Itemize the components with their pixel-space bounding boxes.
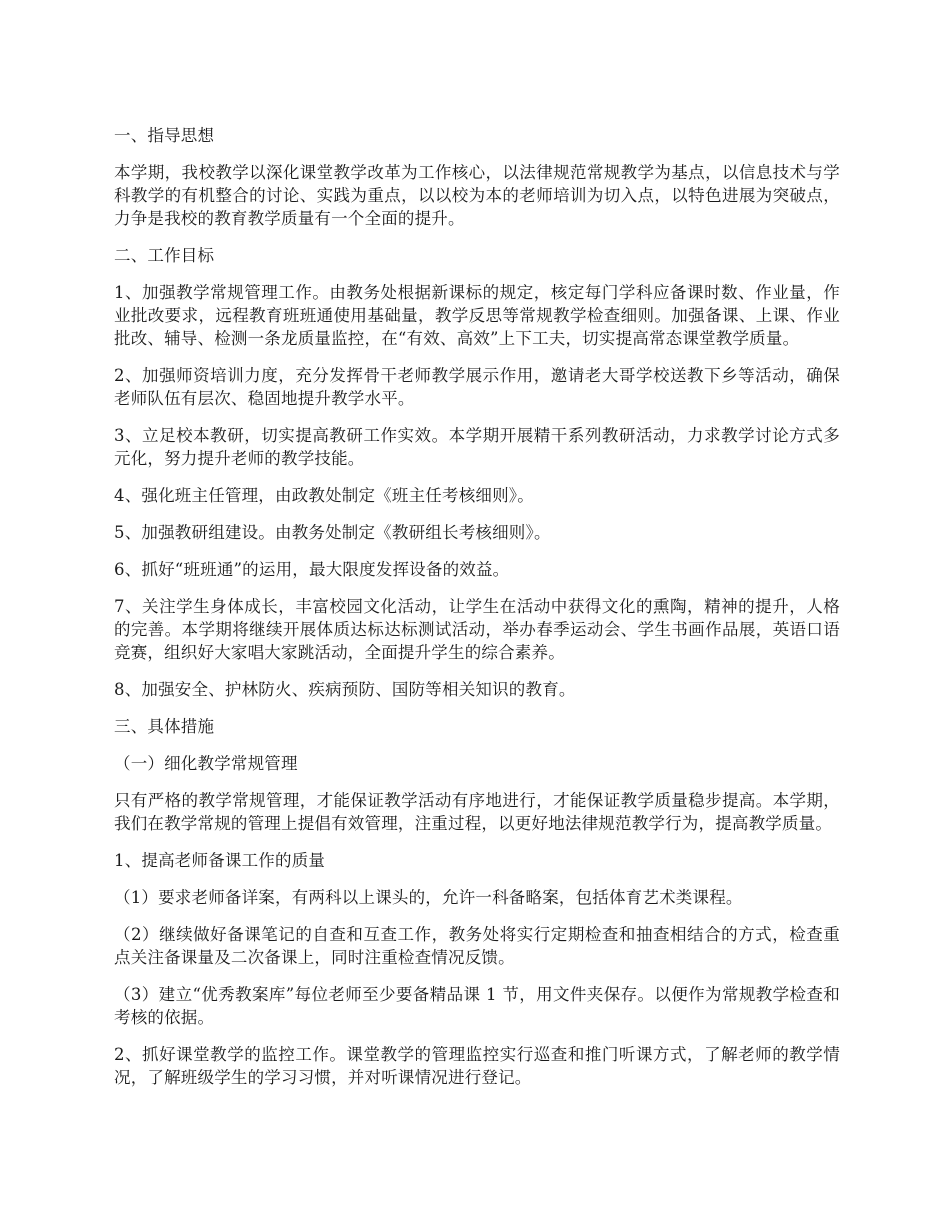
- paragraph: 本学期，我校教学以深化课堂教学改革为工作核心，以法律规范常规教学为基点，以信息技术与学科教学的有机整合的讨论、实践为重点，以以校为本的老师培训为切入点，以特色进展为突破点，力争是我校的教育教学质量有一个全面的提升。: [114, 163, 840, 228]
- list-item: 4、强化班主任管理，由政教处制定《班主任考核细则》。: [114, 486, 534, 505]
- subsection-heading: （一）细化教学常规管理: [114, 754, 298, 773]
- list-item: 8、加强安全、护林防火、疾病预防、国防等相关知识的教育。: [114, 680, 576, 699]
- sub-list-item: （3）建立“优秀教案库”每位老师至少要备精品课 1 节，用文件夹保存。以便作为常规教学检查和考核的依据。: [114, 985, 840, 1027]
- section-heading-measures: 三、具体措施: [114, 717, 215, 736]
- list-item: 1、提高老师备课工作的质量: [114, 851, 326, 870]
- list-item: 6、抓好“班班通”的运用，最大限度发挥设备的效益。: [114, 560, 510, 579]
- list-item: 7、关注学生身体成长，丰富校园文化活动，让学生在活动中获得文化的熏陶，精神的提升，人格的完善。本学期将继续开展体质达标达标测试活动，举办春季运动会、学生书画作品展，英语口语竞赛，组织好大家唱大家跳活动，全面提升学生的综合素养。: [114, 597, 840, 662]
- section-heading-guiding-thought: 一、指导思想: [114, 126, 215, 145]
- list-item: 2、抓好课堂教学的监控工作。课堂教学的管理监控实行巡查和推门听课方式，了解老师的教学情况，了解班级学生的学习习惯，并对听课情况进行登记。: [114, 1045, 840, 1087]
- sub-list-item: （1）要求老师备详案，有两科以上课头的，允许一科备略案，包括体育艺术类课程。: [114, 888, 743, 907]
- list-item: 1、加强教学常规管理工作。由教务处根据新课标的规定，核定每门学科应备课时数、作业量，作业批改要求，远程教育班班通使用基础量，教学反思等常规教学检查细则。加强备课、上课、作业批改、辅导、检测一条龙质量监控，在“有效、高效”上下工夫，切实提高常态课堂教学质量。: [114, 283, 840, 348]
- list-item: 3、立足校本教研，切实提高教研工作实效。本学期开展精干系列教研活动，力求教学讨论方式多元化，努力提升老师的教学技能。: [114, 426, 840, 468]
- paragraph: 只有严格的教学常规管理，才能保证教学活动有序地进行，才能保证教学质量稳步提高。本学期，我们在教学常规的管理上提倡有效管理，注重过程，以更好地法律规范教学行为，提高教学质量。: [114, 791, 840, 833]
- list-item: 5、加强教研组建设。由教务处制定《教研组长考核细则》。: [114, 523, 551, 542]
- section-heading-work-goals: 二、工作目标: [114, 246, 215, 265]
- sub-list-item: （2）继续做好备课笔记的自查和互查工作，教务处将实行定期检查和抽查相结合的方式，检查重点关注备课量及二次备课上，同时注重检查情况反馈。: [114, 925, 840, 967]
- list-item: 2、加强师资培训力度，充分发挥骨干老师教学展示作用，邀请老大哥学校送教下乡等活动，确保老师队伍有层次、稳固地提升教学水平。: [114, 366, 840, 408]
- document-body: [114, 124, 840, 1103]
